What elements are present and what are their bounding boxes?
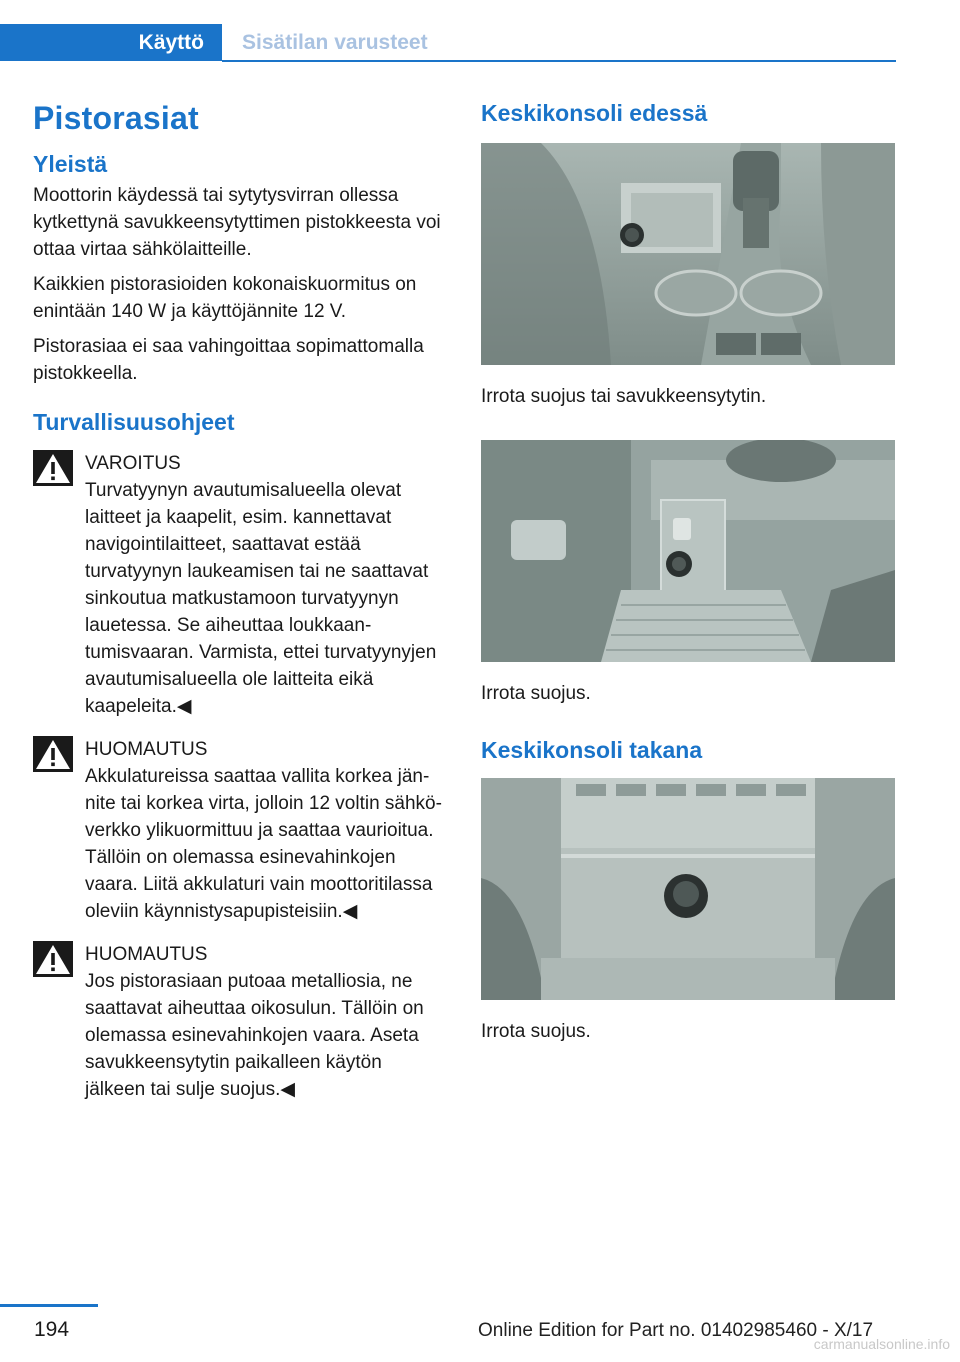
- notice-label: HUOMAUTUS: [85, 944, 208, 965]
- page-title: Pistorasiat: [33, 100, 199, 136]
- left-column: [33, 96, 447, 1119]
- watermark: carmanualsonline.info: [813, 1336, 950, 1352]
- warning-text: Turvatyynyn avautumisalueella olevat laitteet ja kaapelit, esim. kannettavat navigointilaitteet, saattavat estää turvatyynyn laukeamisen tai ne saattavat sinkoutua matkustamoon turvatyynyn lauetessa. Se aiheuttaa loukkaantumisvaaran. Varmista, ettei turvatyynyjen avautumisalueella ole laitteita eikä kaapeleita.◀: [85, 480, 437, 717]
- safety-heading: Turvallisuusohjeet: [33, 409, 235, 435]
- section-tab-sisatilan-varusteet[interactable]: Sisätilan varusteet: [242, 30, 428, 54]
- right-column: [481, 96, 895, 1075]
- front-console-heading: Keskikonsoli edessä: [481, 100, 708, 126]
- header-rule: [222, 60, 896, 62]
- warning-triangle-icon: [33, 450, 73, 486]
- warning-block-1: [33, 450, 447, 720]
- page-number-rule: [0, 1304, 98, 1307]
- notice-block-1: [33, 736, 447, 925]
- notice-block-2: [33, 941, 447, 1103]
- caption-rear: Irrota suojus.: [481, 1021, 591, 1042]
- warning-triangle-icon: [33, 941, 73, 977]
- front-console-photo: [481, 143, 895, 365]
- top-bar: [0, 0, 960, 62]
- notice-text: Akkulatureissa saattaa vallita korkea jännite tai korkea virta, jolloin 12 voltin sähköverkko ylikuormittuu ja saattaa vaurioitua. Tällöin on olemassa esinevahinkojen vaara. Liitä akkulaturi vain moottoritilassa oleviin käynnistysapupisteisiin.◀: [85, 766, 442, 922]
- caption-front-1: Irrota suojus tai savukkeensytytin.: [481, 386, 767, 407]
- front-console-photo-2: [481, 440, 895, 662]
- general-heading: Yleistä: [33, 151, 108, 177]
- general-paragraph-3: Pistorasiaa ei saa vahingoittaa sopimattomalla pistokkeella.: [33, 336, 424, 384]
- edition-footer: Online Edition for Part no. 01402985460 - X/17: [478, 1320, 874, 1341]
- general-paragraph-1: Moottorin käydessä tai sytytysvirran ollessa kytkettynä savukkeensytyttimen pistokkeesta voi ottaa virtaa sähkölaitteille.: [33, 185, 441, 260]
- page-number: 194: [34, 1318, 70, 1341]
- general-paragraph-2: Kaikkien pistorasioiden kokonaiskuormitus on enintään 140 W ja käyttöjännite 12 V.: [33, 274, 417, 322]
- warning-triangle-icon: [33, 736, 73, 772]
- warning-label: VAROITUS: [85, 453, 181, 474]
- notice-label: HUOMAUTUS: [85, 739, 208, 760]
- caption-front-2: Irrota suojus.: [481, 683, 591, 704]
- rear-console-heading: Keskikonsoli takana: [481, 737, 703, 763]
- section-tab-kaytto[interactable]: Käyttö: [0, 24, 222, 61]
- rear-console-photo: [481, 778, 895, 1000]
- notice-text: Jos pistorasiaan putoaa metalliosia, ne saattavat aiheuttaa oikosulun. Tällöin on olemassa esinevahinkojen vaara. Aseta savukkeensytytin paikalleen käytön jälkeen tai sulje suojus.◀: [85, 971, 424, 1100]
